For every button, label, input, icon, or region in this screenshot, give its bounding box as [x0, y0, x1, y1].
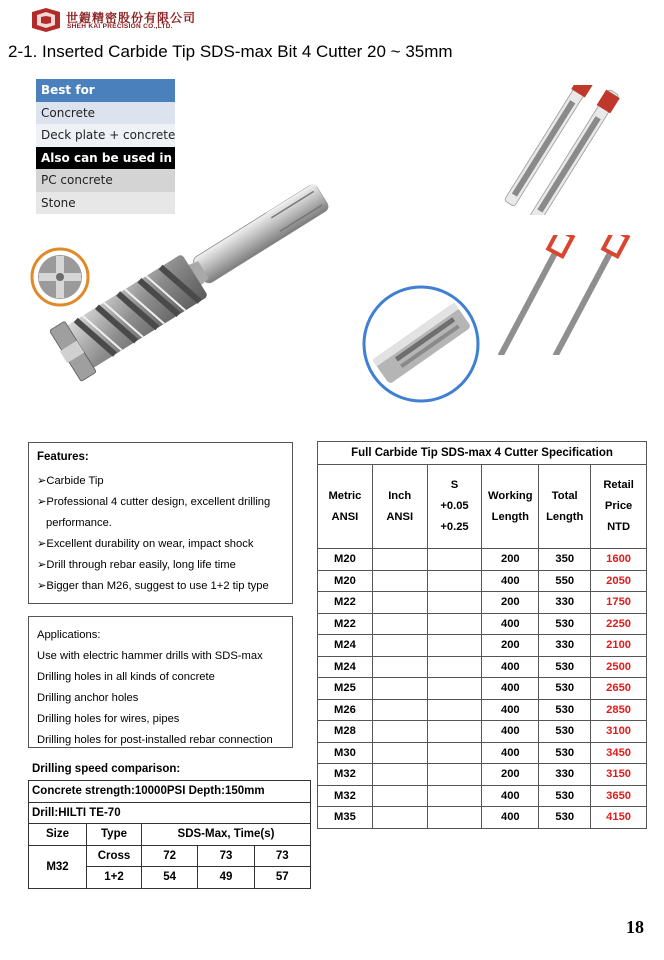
table-cell-s: [427, 592, 482, 614]
table-cell-price: 4150: [591, 807, 647, 829]
table-cell-working: 200: [482, 549, 539, 571]
table-row: [318, 613, 647, 635]
table-cell-price: 2500: [591, 656, 647, 678]
table-row: [318, 549, 647, 571]
table-cell-metric: M22: [318, 592, 373, 614]
table-cell-total: 330: [539, 635, 591, 657]
table-row: [318, 721, 647, 743]
packaged-bits-image: [485, 235, 635, 355]
table-cell-inch: [372, 807, 427, 829]
table-cell-inch: [372, 635, 427, 657]
column-header-metric: Metric ANSI: [318, 465, 373, 549]
table-cell-inch: [372, 764, 427, 786]
table-cell-metric: M20: [318, 570, 373, 592]
application-item: Drilling anchor holes: [37, 692, 139, 704]
also-used-item: PC concrete: [36, 169, 175, 192]
feature-item: performance.: [46, 517, 112, 529]
table-cell-price: 3100: [591, 721, 647, 743]
feature-item: ➢Carbide Tip: [37, 475, 104, 487]
table-cell-inch: [372, 721, 427, 743]
application-item: Drilling holes for post-installed rebar connection: [37, 734, 273, 746]
company-logo-icon: [30, 8, 62, 32]
column-header-s: S +0.05 +0.25: [427, 465, 482, 549]
column-header: Type: [87, 824, 142, 846]
column-header: Size: [29, 824, 87, 846]
table-row: [318, 699, 647, 721]
table-cell-total: 550: [539, 570, 591, 592]
table-cell-total: 530: [539, 742, 591, 764]
table-cell-working: 200: [482, 764, 539, 786]
feature-item: ➢Professional 4 cutter design, excellent drilling: [37, 496, 271, 508]
table-cell-working: 400: [482, 699, 539, 721]
table-row: [318, 592, 647, 614]
applications-heading: Applications:: [37, 629, 101, 641]
table-cell-inch: [372, 613, 427, 635]
packaged-bits-image: [500, 85, 630, 215]
speed-conditions: Concrete strength:10000PSI Depth:150mm: [29, 781, 311, 803]
spec-caption: Full Carbide Tip SDS-max 4 Cutter Specification: [318, 442, 647, 465]
applications-box: [28, 616, 293, 748]
table-cell-inch: [372, 592, 427, 614]
table-cell-working: 200: [482, 635, 539, 657]
table-cell-price: 2250: [591, 613, 647, 635]
table-cell-working: 400: [482, 742, 539, 764]
table-row: [318, 656, 647, 678]
page-number: 18: [626, 917, 644, 937]
table-cell-inch: [372, 742, 427, 764]
table-cell-s: [427, 807, 482, 829]
column-header-working-length: Working Length: [482, 465, 539, 549]
table-cell-price: 2850: [591, 699, 647, 721]
application-item: Drilling holes for wires, pipes: [37, 713, 180, 725]
table-cell-inch: [372, 549, 427, 571]
best-for-item: Deck plate + concrete: [36, 124, 175, 147]
table-cell: Cross: [87, 845, 142, 867]
table-cell: M32: [29, 845, 87, 888]
table-cell-total: 330: [539, 764, 591, 786]
best-for-item: Concrete: [36, 102, 175, 125]
column-header-inch: Inch ANSI: [372, 465, 427, 549]
logo-english-name: SHEH KAI PRECISION CO.,LTD.: [67, 23, 173, 30]
table-cell: 1+2: [87, 867, 142, 889]
table-cell: 73: [198, 845, 254, 867]
carbide-tip-closeup-image: [30, 247, 90, 307]
table-cell-working: 400: [482, 656, 539, 678]
table-cell-s: [427, 613, 482, 635]
table-row: [318, 785, 647, 807]
table-cell-s: [427, 656, 482, 678]
table-cell-price: 3150: [591, 764, 647, 786]
table-cell-price: 1750: [591, 592, 647, 614]
table-row: [29, 802, 311, 824]
table-cell-metric: M32: [318, 785, 373, 807]
table-row: [318, 764, 647, 786]
table-cell-price: 2100: [591, 635, 647, 657]
table-cell-inch: [372, 656, 427, 678]
best-for-heading: Best for: [36, 79, 175, 102]
table-row: [29, 781, 311, 803]
page-title: 2-1. Inserted Carbide Tip SDS-max Bit 4 Cutter 20 ~ 35mm: [8, 42, 453, 61]
table-cell-metric: M30: [318, 742, 373, 764]
table-row: [29, 845, 311, 867]
table-cell-metric: M20: [318, 549, 373, 571]
table-row: [29, 824, 311, 846]
table-cell-price: 3450: [591, 742, 647, 764]
table-cell-total: 530: [539, 656, 591, 678]
speed-comparison-title: Drilling speed comparison:: [32, 763, 181, 775]
table-cell-metric: M28: [318, 721, 373, 743]
speed-drill: Drill:HILTI TE-70: [29, 802, 311, 824]
table-cell: 73: [254, 845, 310, 867]
table-cell-total: 530: [539, 678, 591, 700]
table-cell-s: [427, 635, 482, 657]
table-cell-s: [427, 678, 482, 700]
table-cell-working: 400: [482, 807, 539, 829]
column-header-retail-price: Retail Price NTD: [591, 465, 647, 549]
table-row: [318, 635, 647, 657]
table-cell: 72: [142, 845, 198, 867]
table-cell-working: 400: [482, 570, 539, 592]
application-item: Drilling holes in all kinds of concrete: [37, 671, 215, 683]
table-cell: 57: [254, 867, 310, 889]
speed-comparison-table: [28, 780, 311, 889]
feature-item: ➢Bigger than M26, suggest to use 1+2 tip type: [37, 580, 269, 592]
table-cell-inch: [372, 785, 427, 807]
table-cell-price: 2650: [591, 678, 647, 700]
table-cell-metric: M25: [318, 678, 373, 700]
also-used-heading: Also can be used in: [36, 147, 175, 170]
table-cell-working: 200: [482, 592, 539, 614]
table-cell-metric: M35: [318, 807, 373, 829]
table-cell-total: 530: [539, 613, 591, 635]
logo-chinese-name: 世鎧精密股份有限公司: [66, 11, 197, 25]
specification-table: [317, 441, 647, 829]
column-header: SDS-Max, Time(s): [142, 824, 311, 846]
company-logo: [30, 8, 200, 34]
table-row: [318, 742, 647, 764]
column-header-total-length: Total Length: [539, 465, 591, 549]
features-box: [28, 442, 293, 604]
table-cell-inch: [372, 699, 427, 721]
table-cell-total: 530: [539, 699, 591, 721]
table-cell-working: 400: [482, 678, 539, 700]
table-cell-s: [427, 764, 482, 786]
also-used-item: Stone: [36, 192, 175, 215]
table-row: [318, 442, 647, 465]
table-cell-s: [427, 721, 482, 743]
table-cell-s: [427, 699, 482, 721]
drill-bit-image: [50, 150, 340, 400]
table-cell-s: [427, 785, 482, 807]
table-cell-metric: M26: [318, 699, 373, 721]
table-cell-metric: M22: [318, 613, 373, 635]
table-row: [318, 807, 647, 829]
table-row: [318, 465, 647, 549]
table-cell-inch: [372, 570, 427, 592]
table-cell-total: 530: [539, 807, 591, 829]
table-cell-metric: M24: [318, 635, 373, 657]
feature-item: ➢Drill through rebar easily, long life time: [37, 559, 236, 571]
table-cell-price: 3650: [591, 785, 647, 807]
table-cell-working: 400: [482, 785, 539, 807]
table-cell-s: [427, 742, 482, 764]
table-cell-price: 1600: [591, 549, 647, 571]
table-cell-s: [427, 570, 482, 592]
table-cell-total: 330: [539, 592, 591, 614]
table-cell-metric: M32: [318, 764, 373, 786]
table-cell-total: 350: [539, 549, 591, 571]
table-cell-inch: [372, 678, 427, 700]
table-cell-total: 530: [539, 785, 591, 807]
table-row: [318, 678, 647, 700]
feature-item: ➢Excellent durability on wear, impact shock: [37, 538, 254, 550]
table-cell-metric: M24: [318, 656, 373, 678]
sds-max-shank-closeup-image: [362, 285, 480, 403]
table-cell-working: 400: [482, 721, 539, 743]
table-cell-working: 400: [482, 613, 539, 635]
table-cell-s: [427, 549, 482, 571]
table-cell-total: 530: [539, 721, 591, 743]
table-cell: 54: [142, 867, 198, 889]
table-row: [318, 570, 647, 592]
table-cell: 49: [198, 867, 254, 889]
table-cell-price: 2050: [591, 570, 647, 592]
application-item: Use with electric hammer drills with SDS-max: [37, 650, 263, 662]
features-heading: Features:: [37, 451, 89, 463]
